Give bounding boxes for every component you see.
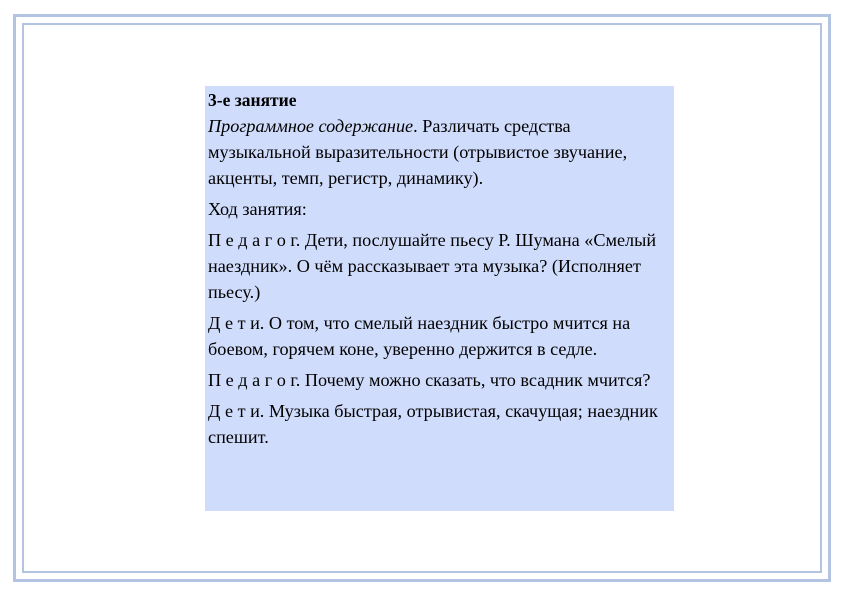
dialogue-text: Музыка быстрая, отрывистая, скачущая; наездник спешит. xyxy=(208,401,658,447)
dialogue-line xyxy=(208,227,671,305)
dialogue-text: Дети, послушайте пьесу Р. Шумана «Смелый наездник». О чём рассказывает эта музыка? (Исполняет пьесу.) xyxy=(208,230,657,302)
dialogue-line xyxy=(208,367,671,393)
dialogue-line xyxy=(208,398,671,450)
dialogue-text: Почему можно сказать, что всадник мчится? xyxy=(300,370,651,390)
dialogue-speaker: Д е т и. xyxy=(208,313,265,333)
dialogue-text: О том, что смелый наездник быстро мчится на боевом, горячем коне, уверенно держится в седле. xyxy=(208,313,631,359)
lesson-text-block xyxy=(205,86,674,511)
dialogue-speaker: Д е т и. xyxy=(208,401,265,421)
dialogue-line xyxy=(208,310,671,362)
course-label: Ход занятия: xyxy=(208,199,307,219)
program-paragraph xyxy=(208,113,671,191)
dialogue-speaker: П е д а г о г. xyxy=(208,230,301,250)
program-text: . Различать средства музыкальной выразительности (отрывистое звучание, акценты, темп, регистр, динамику). xyxy=(208,116,628,188)
lesson-title: 3-е занятие xyxy=(208,90,297,110)
program-label: Программное содержание xyxy=(208,116,414,136)
dialogue-speaker: П е д а г о г. xyxy=(208,370,301,390)
